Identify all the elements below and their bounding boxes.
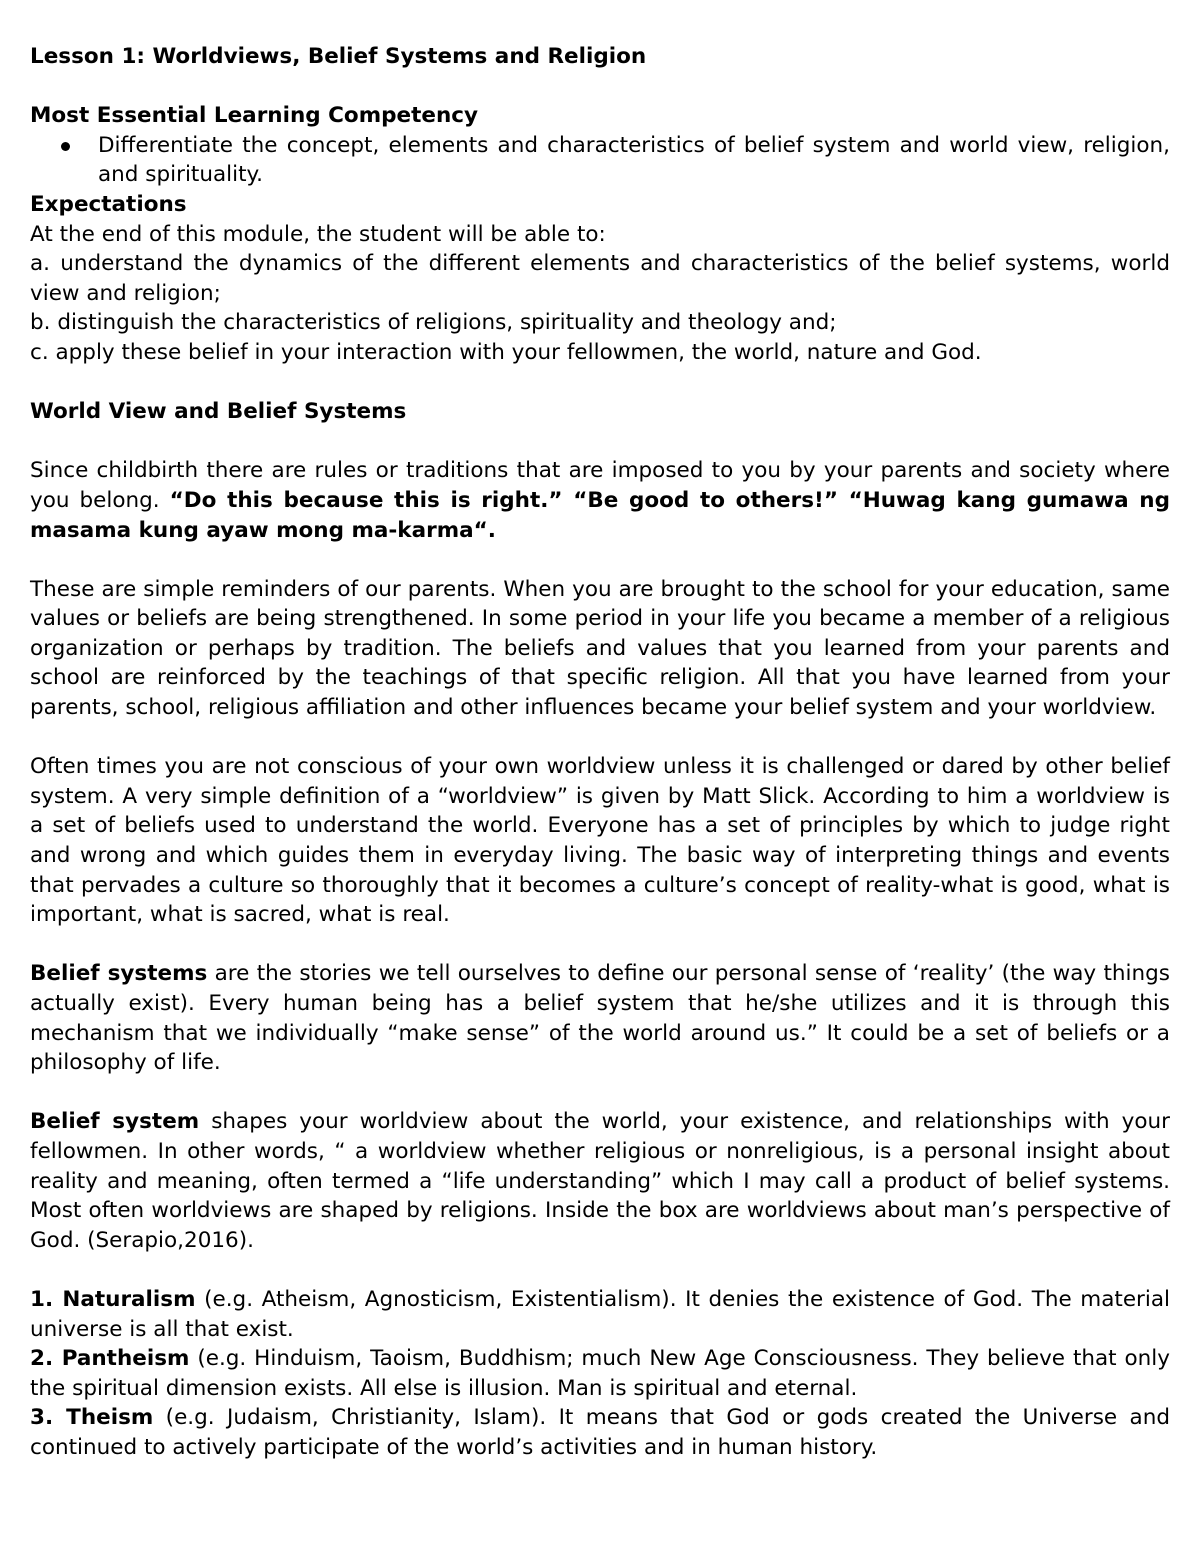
melc-item: Differentiate the concept, elements and characteristics of belief system and world view, religion, and spirituality. (98, 131, 1170, 190)
paragraph-1: Since childbirth there are rules or traditions that are imposed to you by your parents and society where you belong. “Do this because this is right.” “Be good to others!” “Huwag kang gumawa ng masama kung ayaw mong ma-karma“. (30, 458, 1170, 543)
spacer (30, 723, 1170, 753)
paragraph-3: Often times you are not conscious of your own worldview unless it is challenged or dared by other belief system. A very simple definition of a “worldview” is given by Matt Slick. According to him a worldview is a set of beliefs used to understand the world. Everyone has a set of principles by which to judge right and wrong and which guides them in everyday living. The basic way of interpreting things and events that pervades a culture so thoroughly that it becomes a culture’s concept of reality-what is good, what is important, what is sacred, what is real. (30, 754, 1170, 928)
document-page (30, 42, 1170, 1463)
spacer (30, 1078, 1170, 1108)
spacer (30, 427, 1170, 457)
paragraph-5: Belief system shapes your worldview about the world, your existence, and relationships with your fellowmen. In other words, “ a worldview whether religious or nonreligious, is a personal insight about reality and meaning, often termed a “life understanding” which I may call a product of belief systems. Most often worldviews are shaped by religions. Inside the box are worldviews about man’s perspective of God. (Serapio,2016). (30, 1109, 1170, 1253)
paragraph-4: Belief systems are the stories we tell ourselves to define our personal sense of ‘reality’ (the way things actually exist). Every human being has a belief system that he/she utilizes and it is through this mechanism that we individually “make sense” of the world around us.” It could be a set of beliefs or a philosophy of life. (30, 961, 1170, 1076)
melc-heading: Most Essential Learning Competency (30, 103, 479, 129)
worldview-item-naturalism: 1. Naturalism (e.g. Atheism, Agnosticism, Existentialism). It denies the existence of God. The material universe is all that exist. (30, 1286, 1171, 1342)
spacer (30, 1255, 1170, 1285)
worldview-item-theism: 3. Theism (e.g. Judaism, Christianity, Islam). It means that God or gods created the Universe and continued to actively participate of the world’s activities and in human history. (30, 1405, 1170, 1460)
bullet-icon (61, 142, 70, 151)
spacer (30, 368, 1170, 398)
melc-list (30, 131, 1170, 190)
expectation-item-a: a. understand the dynamics of the different elements and characteristics of the belief systems, world view and religion; (30, 251, 1170, 306)
worldview-item-pantheism: 2. Pantheism (e.g. Hinduism, Taoism, Buddhism; much New Age Consciousness. They believe that only the spiritual dimension exists. All else is illusion. Man is spiritual and eternal. (30, 1346, 1170, 1401)
lesson-title: Lesson 1: Worldviews, Belief Systems and Religion (30, 44, 647, 69)
expectation-item-b: b. distinguish the characteristics of religions, spirituality and theology and; (30, 310, 837, 336)
expectation-item-c: c. apply these belief in your interaction with your fellowmen, the world, nature and God. (30, 339, 982, 365)
expectations-heading: Expectations (30, 191, 187, 217)
paragraph-2: These are simple reminders of our parents. When you are brought to the school for your education, same values or beliefs are being strengthened. In some period in your life you became a member of a religious organization or perhaps by tradition. The beliefs and values that you learned from your parents and school are reinforced by the teachings of that specific religion. All that you have learned from your parents, school, religious affiliation and other influences became your belief system and your worldview. (30, 576, 1170, 721)
spacer (30, 72, 1170, 102)
spacer (30, 930, 1170, 960)
section-heading: World View and Belief Systems (30, 399, 407, 425)
expectations-intro: At the end of this module, the student will be able to: (30, 221, 606, 247)
spacer (30, 545, 1170, 575)
